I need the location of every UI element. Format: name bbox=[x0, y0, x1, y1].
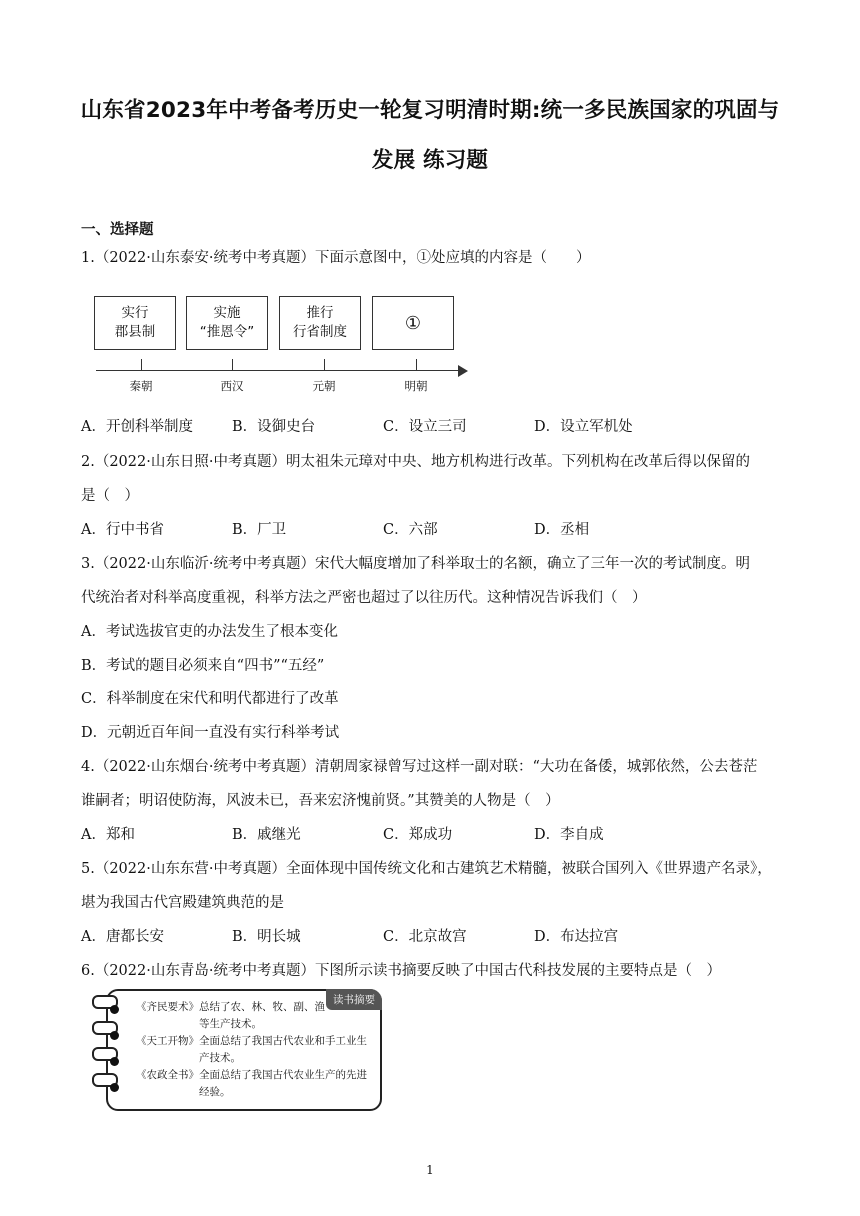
option-d[interactable]: D．布达拉宫 bbox=[534, 929, 619, 945]
title-line-1: 山东省2023年中考备考历史一轮复习明清时期:统一多民族国家的巩固与 bbox=[80, 98, 780, 123]
option-d[interactable]: D．李自成 bbox=[534, 827, 604, 843]
timeline-tick bbox=[324, 359, 325, 370]
question-3-stem-cont: 代统治者对科举高度重视，科举方法之严密也超过了以往历代。这种情况告诉我们（ ） bbox=[81, 590, 647, 606]
timeline-figure bbox=[86, 283, 476, 393]
bullet-dot-icon bbox=[110, 1083, 119, 1092]
timeline-era-label: 秦朝 bbox=[129, 379, 153, 393]
reading-notes-figure bbox=[92, 987, 382, 1112]
notes-line: 《农政全书》全面总结了我国古代农业生产的先进 bbox=[136, 1069, 367, 1081]
option-b[interactable]: B．厂卫 bbox=[232, 522, 287, 538]
option-b[interactable]: B．明长城 bbox=[232, 929, 301, 945]
option-a[interactable]: A．郑和 bbox=[81, 827, 135, 843]
option-b[interactable]: B．戚继光 bbox=[232, 827, 301, 843]
question-5-stem-cont: 堪为我国古代宫殿建筑典范的是 bbox=[81, 895, 284, 911]
question-1-stem: 1.（2022·山东泰安·统考中考真题）下面示意图中，①处应填的内容是（ ） bbox=[81, 250, 591, 266]
timeline-tick bbox=[232, 359, 233, 370]
timeline-arrow bbox=[458, 365, 468, 377]
option-c[interactable]: C．六部 bbox=[383, 522, 438, 538]
timeline-box-3: 推行 行省制度 bbox=[279, 296, 361, 350]
option-d[interactable]: D．丞相 bbox=[534, 522, 590, 538]
question-6-stem: 6.（2022·山东青岛·统考中考真题）下图所示读书摘要反映了中国古代科技发展的主要特点是（ ） bbox=[81, 963, 721, 979]
notes-text bbox=[136, 999, 386, 1101]
timeline-tick bbox=[416, 359, 417, 370]
option-b[interactable]: B．设御史台 bbox=[232, 419, 316, 435]
option-a[interactable]: A．行中书省 bbox=[81, 522, 164, 538]
option-c[interactable]: C．北京故宫 bbox=[383, 929, 467, 945]
option-c[interactable]: C．设立三司 bbox=[383, 419, 467, 435]
notes-line: 等生产技术。 bbox=[136, 1018, 262, 1030]
question-5-stem: 5.（2022·山东东营·中考真题）全面体现中国传统文化和古建筑艺术精髓，被联合国列入《世界遗产名录》， bbox=[81, 861, 772, 877]
option-d[interactable]: D．设立军机处 bbox=[534, 419, 633, 435]
option-a[interactable]: A．考试选拔官吏的办法发生了根本变化 bbox=[81, 624, 338, 640]
document-title bbox=[60, 86, 800, 186]
timeline-era-label: 明朝 bbox=[404, 379, 428, 393]
notes-line: 经验。 bbox=[136, 1086, 231, 1098]
timeline-box-2: 实施 “推恩令” bbox=[186, 296, 268, 350]
question-2-stem-cont: 是（ ） bbox=[81, 488, 139, 504]
option-d[interactable]: D．元朝近百年间一直没有实行科举考试 bbox=[81, 725, 340, 741]
bullet-dot-icon bbox=[110, 1057, 119, 1066]
question-3-stem: 3.（2022·山东临沂·统考中考真题）宋代大幅度增加了科举取士的名额，确立了三年一次的考试制度。明 bbox=[81, 556, 750, 572]
timeline-axis bbox=[96, 370, 461, 371]
option-c[interactable]: C．郑成功 bbox=[383, 827, 453, 843]
bullet-dot-icon bbox=[110, 1031, 119, 1040]
notes-line: 产技术。 bbox=[136, 1052, 241, 1064]
notes-line: 《齐民要术》总结了农、林、牧、副、渔 bbox=[136, 1001, 325, 1013]
title-line-2: 发展 练习题 bbox=[371, 148, 489, 173]
option-b[interactable]: B．考试的题目必须来自“四书”“五经” bbox=[81, 658, 325, 674]
timeline-box-1: 实行 郡县制 bbox=[94, 296, 176, 350]
notebook-page bbox=[106, 989, 382, 1111]
page-number: 1 bbox=[426, 1163, 434, 1177]
timeline-box-4: ① bbox=[372, 296, 454, 350]
question-2-stem: 2.（2022·山东日照·中考真题）明太祖朱元璋对中央、地方机构进行改革。下列机构在改革后得以保留的 bbox=[81, 454, 750, 470]
timeline-era-label: 元朝 bbox=[312, 379, 336, 393]
option-c[interactable]: C．科举制度在宋代和明代都进行了改革 bbox=[81, 691, 339, 707]
timeline-tick bbox=[141, 359, 142, 370]
bullet-dot-icon bbox=[110, 1005, 119, 1014]
notes-tag: 读书摘要 bbox=[326, 989, 382, 1010]
question-4-stem: 4.（2022·山东烟台·统考中考真题）清朝周家禄曾写过这样一副对联：“大功在备倭，城郭依然，公去苍茫 bbox=[81, 759, 758, 775]
option-a[interactable]: A．开创科举制度 bbox=[81, 419, 193, 435]
option-a[interactable]: A．唐都长安 bbox=[81, 929, 164, 945]
timeline-era-label: 西汉 bbox=[220, 379, 244, 393]
notes-line: 《天工开物》全面总结了我国古代农业和手工业生 bbox=[136, 1035, 367, 1047]
section-heading: 一、选择题 bbox=[81, 222, 154, 238]
question-4-stem-cont: 谁嗣者；明诏使防海，风波未已，吾来宏济愧前贤。”其赞美的人物是（ ） bbox=[81, 793, 560, 809]
